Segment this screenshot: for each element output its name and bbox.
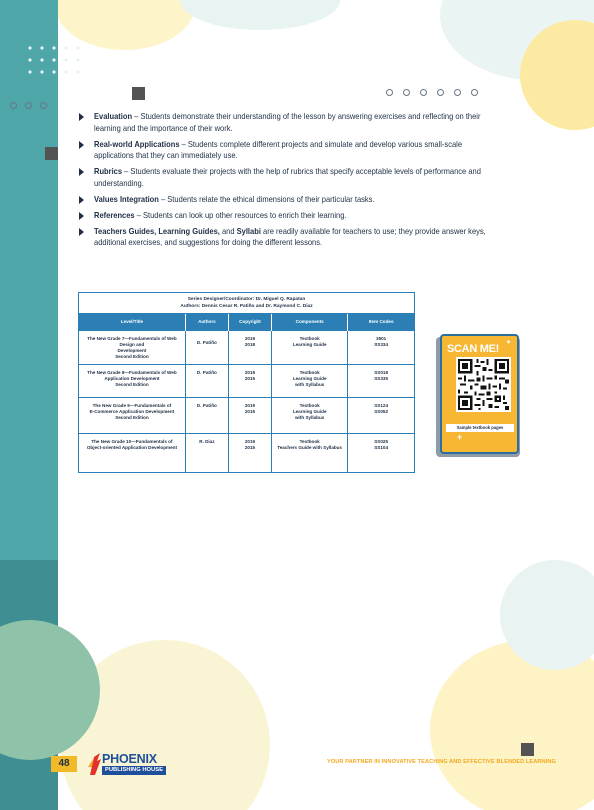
ring-row-left bbox=[10, 102, 47, 109]
ring-icon bbox=[40, 102, 47, 109]
scan-caption: Sample textbook pages bbox=[446, 424, 514, 432]
square-decor bbox=[45, 147, 58, 160]
qr-code[interactable] bbox=[456, 357, 511, 412]
table-row bbox=[79, 433, 414, 472]
cell-copyright: 2019 2015 bbox=[228, 433, 271, 472]
triangle-bullet-icon bbox=[79, 196, 89, 204]
publisher-logo[interactable] bbox=[88, 753, 166, 775]
table-header-row bbox=[79, 314, 414, 330]
list-item bbox=[79, 166, 539, 189]
sparkle-icon: + bbox=[457, 432, 463, 442]
list-item-text: Teachers Guides, Learning Guides, and Syllabi are readily available for teachers to use; they provide answer keys, additional exercises, and suggestions for doing the different lessons. bbox=[94, 226, 486, 247]
footer-tagline: YOUR PARTNER IN INNOVATIVE TEACHING AND EFFECTIVE BLENDED LEARNING bbox=[327, 759, 556, 765]
table-row bbox=[79, 330, 414, 364]
feature-list bbox=[79, 111, 539, 253]
list-item bbox=[79, 226, 539, 249]
cell-authors: D. Patiño bbox=[185, 364, 228, 397]
cell-title: The New Grade 8—Fundamentals of Web Application Development Second Edition bbox=[79, 364, 185, 397]
cell-title: The New Grade 9—Fundamentals of E-Commerce Application Development Second Edition bbox=[79, 397, 185, 433]
qr-code-icon bbox=[458, 359, 509, 410]
column-header: Authors bbox=[185, 314, 228, 330]
ring-icon bbox=[10, 102, 17, 109]
series-coordinator: Series Designer/Coordinator: Dr. Miguel Q. Rapatan bbox=[187, 297, 306, 302]
list-item bbox=[79, 194, 539, 206]
dot-grid-decor bbox=[24, 42, 86, 78]
authors-line: Authors: Dennis Cesar R. Patiño and Dr. Raymond C. Diaz bbox=[180, 304, 313, 309]
cell-codes: SS018 SS335 bbox=[348, 364, 414, 397]
cell-copyright: 2019 2018 bbox=[228, 330, 271, 364]
cell-components: Textbook Learning Guide with Syllabus bbox=[272, 364, 348, 397]
list-item-text: References – Students can look up other resources to enrich their learning. bbox=[94, 210, 347, 220]
square-decor bbox=[132, 87, 145, 100]
ring-row-right bbox=[386, 89, 478, 96]
cell-title: The New Grade 7—Fundamentals of Web Design and Development Second Edition bbox=[79, 330, 185, 364]
logo-subtitle: PUBLISHING HOUSE bbox=[102, 766, 166, 775]
cell-authors: D. Patiño bbox=[185, 397, 228, 433]
column-header: Level/Title bbox=[79, 314, 185, 330]
cell-codes: SS124 SS052 bbox=[348, 397, 414, 433]
ring-icon bbox=[471, 89, 478, 96]
list-item bbox=[79, 139, 539, 162]
column-header: Copyright bbox=[228, 314, 271, 330]
cell-codes: SS025 SS104 bbox=[348, 433, 414, 472]
ring-icon bbox=[25, 102, 32, 109]
square-decor bbox=[521, 743, 534, 756]
table-caption bbox=[79, 293, 414, 314]
ring-icon bbox=[420, 89, 427, 96]
table-row bbox=[79, 397, 414, 433]
cell-components: Textbook Learning Guide with Syllabus bbox=[272, 397, 348, 433]
decor-blob bbox=[180, 0, 340, 30]
cell-components: Textbook Teachers Guide with Syllabus bbox=[272, 433, 348, 472]
triangle-bullet-icon bbox=[79, 212, 89, 220]
table-row bbox=[79, 364, 414, 397]
list-item-text: Evaluation – Students demonstrate their understanding of the lesson by answering exercises and reflecting on their learning and the importance of their work. bbox=[94, 112, 481, 133]
cell-codes: 3501 SS334 bbox=[348, 330, 414, 364]
ring-icon bbox=[403, 89, 410, 96]
list-item-text: Values Integration – Students relate the ethical dimensions of their particular tasks. bbox=[94, 194, 375, 204]
cell-copyright: 2019 2015 bbox=[228, 397, 271, 433]
ring-icon bbox=[454, 89, 461, 96]
triangle-bullet-icon bbox=[79, 228, 89, 236]
scan-title: SCAN ME! bbox=[447, 343, 499, 355]
ring-icon bbox=[437, 89, 444, 96]
page-number: 48 bbox=[51, 756, 77, 772]
phoenix-logo-icon bbox=[88, 753, 102, 775]
ring-icon bbox=[386, 89, 393, 96]
triangle-bullet-icon bbox=[79, 168, 89, 176]
list-item-text: Rubrics – Students evaluate their projects with the help of rubrics that specify acceptable levels of performance and understanding. bbox=[94, 167, 481, 188]
list-item bbox=[79, 111, 539, 134]
cell-copyright: 2019 2015 bbox=[228, 364, 271, 397]
list-item-text: Real-world Applications – Students complete different projects and simulate and develop various small-scale applications that they can immediately use. bbox=[94, 139, 463, 160]
cell-authors: D. Patiño bbox=[185, 330, 228, 364]
cell-components: Textbook Learning Guide bbox=[272, 330, 348, 364]
triangle-bullet-icon bbox=[79, 113, 89, 121]
cell-authors: R. Diaz bbox=[185, 433, 228, 472]
logo-wordmark: PHOENIX bbox=[102, 752, 157, 766]
triangle-bullet-icon bbox=[79, 141, 89, 149]
cell-title: The New Grade 10—Fundamentals of Object-oriented Application Development bbox=[79, 433, 185, 472]
product-grid bbox=[79, 314, 414, 472]
column-header: Components bbox=[272, 314, 348, 330]
column-header: Item Codes bbox=[348, 314, 414, 330]
sparkle-icon: ✦ bbox=[506, 340, 512, 346]
list-item bbox=[79, 210, 539, 222]
product-table bbox=[78, 292, 415, 473]
